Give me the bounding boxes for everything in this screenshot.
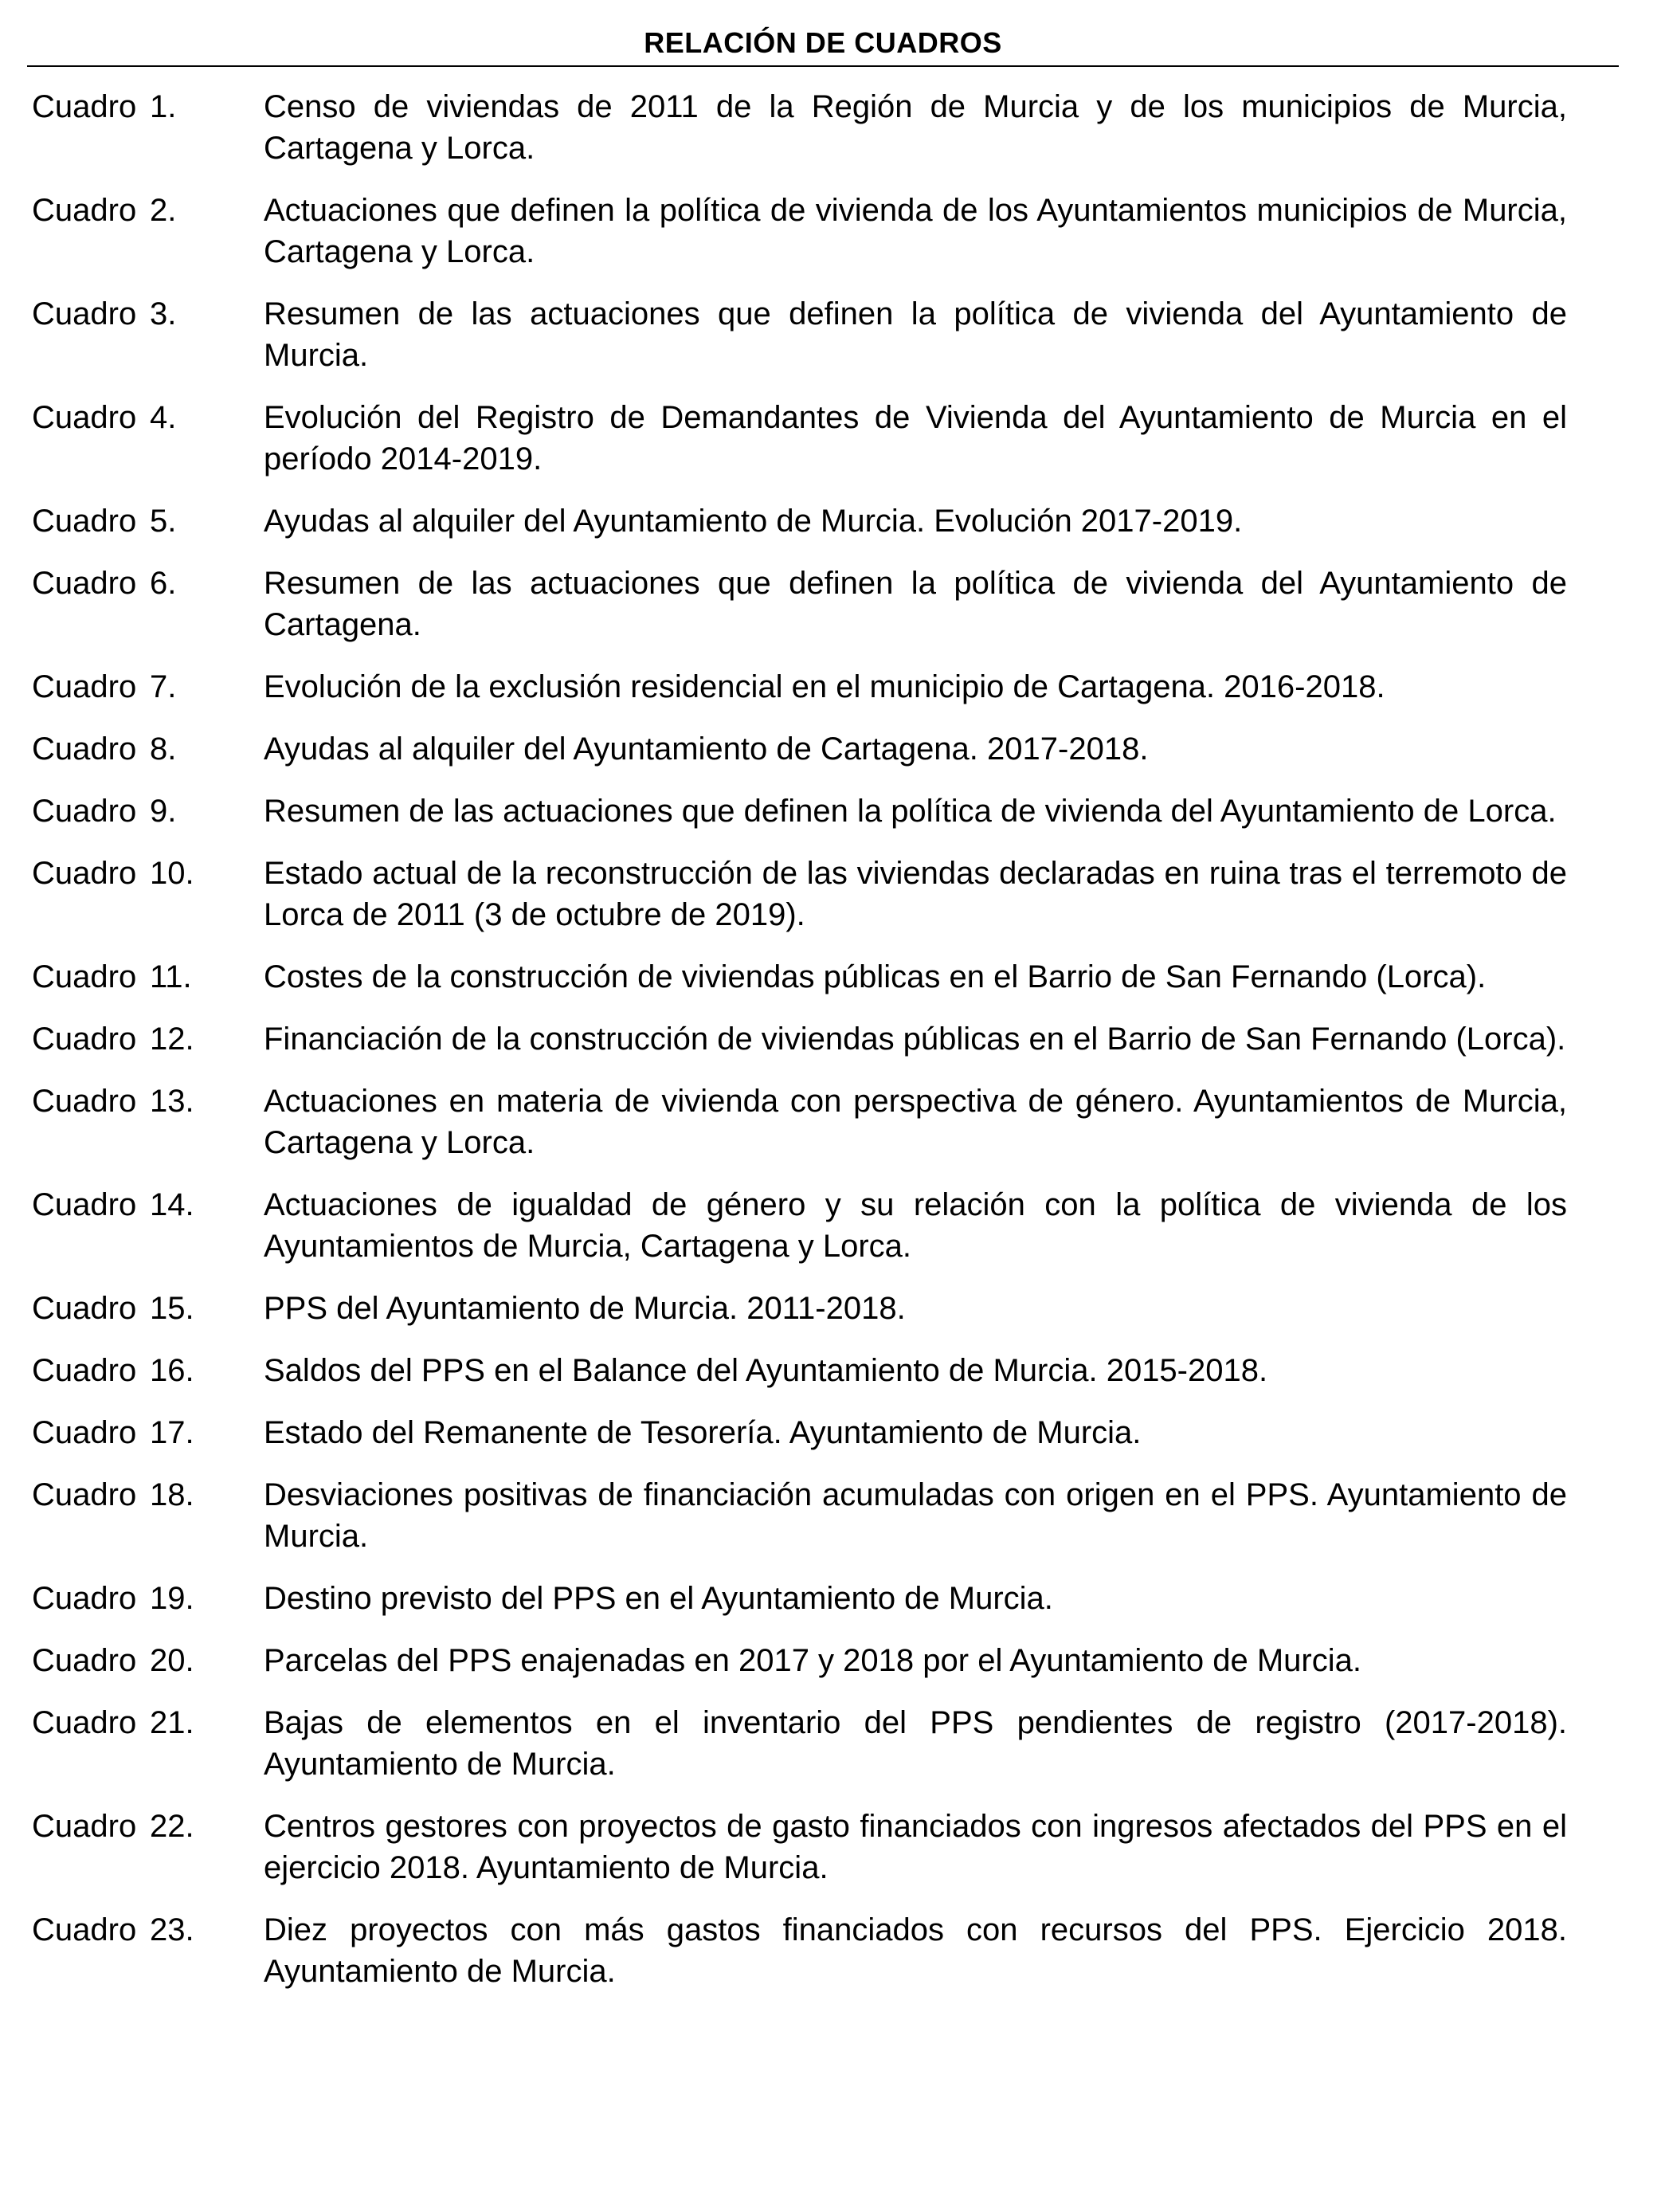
entry-label bbox=[32, 1578, 264, 1619]
entry-number: 21. bbox=[150, 1705, 194, 1740]
entry-label bbox=[32, 728, 264, 770]
entry-label-word: Cuadro bbox=[32, 504, 137, 539]
entry-label-word: Cuadro bbox=[32, 794, 137, 829]
entry-number: 19. bbox=[150, 1581, 194, 1616]
entry-description: Diez proyectos con más gastos financiados con recursos del PPS. Ejercicio 2018. Ayuntamiento de Murcia. bbox=[264, 1912, 1567, 1989]
entry-description: Centros gestores con proyectos de gasto financiados con ingresos afectados del PPS en el ejercicio 2018. Ayuntamiento de Murcia. bbox=[264, 1809, 1567, 1885]
entry-number: 7. bbox=[150, 669, 177, 704]
entry-label bbox=[32, 1288, 264, 1329]
list-item bbox=[0, 190, 1661, 273]
entry-number: 20. bbox=[150, 1643, 194, 1678]
entry-label-word: Cuadro bbox=[32, 669, 137, 704]
entry-number: 1. bbox=[150, 89, 177, 124]
entry-label-word: Cuadro bbox=[32, 1912, 137, 1947]
entry-number: 16. bbox=[150, 1353, 194, 1388]
entry-label bbox=[32, 1184, 264, 1267]
entry-label-word: Cuadro bbox=[32, 1353, 137, 1388]
entry-number: 14. bbox=[150, 1187, 194, 1222]
list-item bbox=[0, 956, 1661, 998]
entry-label-word: Cuadro bbox=[32, 193, 137, 228]
list-item bbox=[0, 1412, 1661, 1453]
entry-description: Censo de viviendas de 2011 de la Región de Murcia y de los municipios de Murcia, Cartagena y Lorca. bbox=[264, 89, 1567, 166]
entry-number: 8. bbox=[150, 731, 177, 767]
entry-description: Saldos del PPS en el Balance del Ayuntamiento de Murcia. 2015-2018. bbox=[264, 1353, 1268, 1388]
entry-description: Desviaciones positivas de financiación acumuladas con origen en el PPS. Ayuntamiento de Murcia. bbox=[264, 1477, 1567, 1554]
entry-label-word: Cuadro bbox=[32, 1415, 137, 1450]
list-item bbox=[0, 1350, 1661, 1391]
entry-number: 6. bbox=[150, 566, 177, 601]
entry-label bbox=[32, 666, 264, 708]
list-item bbox=[0, 666, 1661, 708]
entry-label-word: Cuadro bbox=[32, 1187, 137, 1222]
list-item bbox=[0, 1184, 1661, 1267]
entry-description: Bajas de elementos en el inventario del PPS pendientes de registro (2017-2018). Ayuntamiento de Murcia. bbox=[264, 1705, 1567, 1782]
entry-label bbox=[32, 86, 264, 169]
list-item bbox=[0, 563, 1661, 645]
entry-number: 10. bbox=[150, 856, 194, 891]
entry-description: Destino previsto del PPS en el Ayuntamiento de Murcia. bbox=[264, 1581, 1053, 1616]
table-list bbox=[0, 86, 1661, 2013]
entry-number: 17. bbox=[150, 1415, 194, 1450]
entry-number: 23. bbox=[150, 1912, 194, 1947]
entry-label-word: Cuadro bbox=[32, 1705, 137, 1740]
entry-description: Costes de la construcción de viviendas públicas en el Barrio de San Fernando (Lorca). bbox=[264, 959, 1487, 994]
list-item bbox=[0, 1806, 1661, 1888]
entry-description: Financiación de la construcción de viviendas públicas en el Barrio de San Fernando (Lorca). bbox=[264, 1022, 1566, 1057]
entry-description: Parcelas del PPS enajenadas en 2017 y 2018 por el Ayuntamiento de Murcia. bbox=[264, 1643, 1361, 1678]
entry-label-word: Cuadro bbox=[32, 1084, 137, 1119]
entry-description: Estado del Remanente de Tesorería. Ayuntamiento de Murcia. bbox=[264, 1415, 1142, 1450]
entry-label bbox=[32, 500, 264, 542]
entry-label-word: Cuadro bbox=[32, 731, 137, 767]
entry-label-word: Cuadro bbox=[32, 1581, 137, 1616]
entry-label bbox=[32, 956, 264, 998]
entry-label-word: Cuadro bbox=[32, 89, 137, 124]
entry-label-word: Cuadro bbox=[32, 959, 137, 994]
entry-label-word: Cuadro bbox=[32, 1477, 137, 1512]
entry-number: 5. bbox=[150, 504, 177, 539]
list-item bbox=[0, 1474, 1661, 1557]
list-item bbox=[0, 293, 1661, 376]
entry-label bbox=[32, 1350, 264, 1391]
list-item bbox=[0, 1288, 1661, 1329]
entry-label bbox=[32, 1412, 264, 1453]
list-item bbox=[0, 86, 1661, 169]
entry-description: Ayudas al alquiler del Ayuntamiento de Cartagena. 2017-2018. bbox=[264, 731, 1149, 767]
entry-number: 22. bbox=[150, 1809, 194, 1844]
list-item bbox=[0, 728, 1661, 770]
entry-description: PPS del Ayuntamiento de Murcia. 2011-2018. bbox=[264, 1291, 906, 1326]
entry-label-word: Cuadro bbox=[32, 1643, 137, 1678]
entry-label bbox=[32, 790, 264, 832]
list-item bbox=[0, 1702, 1661, 1785]
list-item bbox=[0, 853, 1661, 935]
page-title: RELACIÓN DE CUADROS bbox=[644, 26, 1002, 59]
entry-number: 15. bbox=[150, 1291, 194, 1326]
entry-description: Actuaciones que definen la política de vivienda de los Ayuntamientos municipios de Murcia, Cartagena y Lorca. bbox=[264, 193, 1567, 269]
entry-label bbox=[32, 293, 264, 376]
entry-number: 12. bbox=[150, 1022, 194, 1057]
entry-label bbox=[32, 853, 264, 935]
entry-description: Resumen de las actuaciones que definen la política de vivienda del Ayuntamiento de Murcia. bbox=[264, 296, 1567, 373]
entry-number: 18. bbox=[150, 1477, 194, 1512]
entry-label bbox=[32, 397, 264, 480]
entry-description: Evolución del Registro de Demandantes de Vivienda del Ayuntamiento de Murcia en el período 2014-2019. bbox=[264, 400, 1567, 477]
entry-label-word: Cuadro bbox=[32, 1022, 137, 1057]
entry-label-word: Cuadro bbox=[32, 1291, 137, 1326]
entry-description: Ayudas al alquiler del Ayuntamiento de Murcia. Evolución 2017-2019. bbox=[264, 504, 1243, 539]
list-item bbox=[0, 1018, 1661, 1060]
list-item bbox=[0, 1081, 1661, 1163]
entry-description: Resumen de las actuaciones que definen la política de vivienda del Ayuntamiento de Lorca. bbox=[264, 794, 1557, 829]
list-item bbox=[0, 397, 1661, 480]
entry-number: 9. bbox=[150, 794, 177, 829]
entry-number: 4. bbox=[150, 400, 177, 435]
entry-number: 2. bbox=[150, 193, 177, 228]
entry-label bbox=[32, 1702, 264, 1785]
entry-description: Estado actual de la reconstrucción de las viviendas declaradas en ruina tras el terremoto de Lorca de 2011 (3 de octubre de 2019). bbox=[264, 856, 1567, 932]
entry-description: Actuaciones de igualdad de género y su relación con la política de vivienda de los Ayuntamientos de Murcia, Cartagena y Lorca. bbox=[264, 1187, 1567, 1264]
entry-description: Evolución de la exclusión residencial en el municipio de Cartagena. 2016-2018. bbox=[264, 669, 1385, 704]
entry-label-word: Cuadro bbox=[32, 400, 137, 435]
entry-description: Resumen de las actuaciones que definen la política de vivienda del Ayuntamiento de Cartagena. bbox=[264, 566, 1567, 642]
entry-label bbox=[32, 190, 264, 273]
entry-label bbox=[32, 1806, 264, 1888]
entry-label-word: Cuadro bbox=[32, 296, 137, 331]
list-item bbox=[0, 790, 1661, 832]
entry-label bbox=[32, 1018, 264, 1060]
list-item bbox=[0, 1909, 1661, 1992]
entry-label-word: Cuadro bbox=[32, 566, 137, 601]
entry-label bbox=[32, 1081, 264, 1163]
title-divider bbox=[27, 65, 1619, 67]
entry-label bbox=[32, 1640, 264, 1681]
entry-description: Actuaciones en materia de vivienda con perspectiva de género. Ayuntamientos de Murcia, Cartagena y Lorca. bbox=[264, 1084, 1567, 1160]
entry-label bbox=[32, 1909, 264, 1992]
entry-number: 13. bbox=[150, 1084, 194, 1119]
entry-label bbox=[32, 1474, 264, 1557]
entry-label-word: Cuadro bbox=[32, 856, 137, 891]
list-item bbox=[0, 500, 1661, 542]
entry-number: 11. bbox=[150, 959, 192, 994]
entry-number: 3. bbox=[150, 296, 177, 331]
entry-label-word: Cuadro bbox=[32, 1809, 137, 1844]
list-item bbox=[0, 1640, 1661, 1681]
entry-label bbox=[32, 563, 264, 645]
list-item bbox=[0, 1578, 1661, 1619]
